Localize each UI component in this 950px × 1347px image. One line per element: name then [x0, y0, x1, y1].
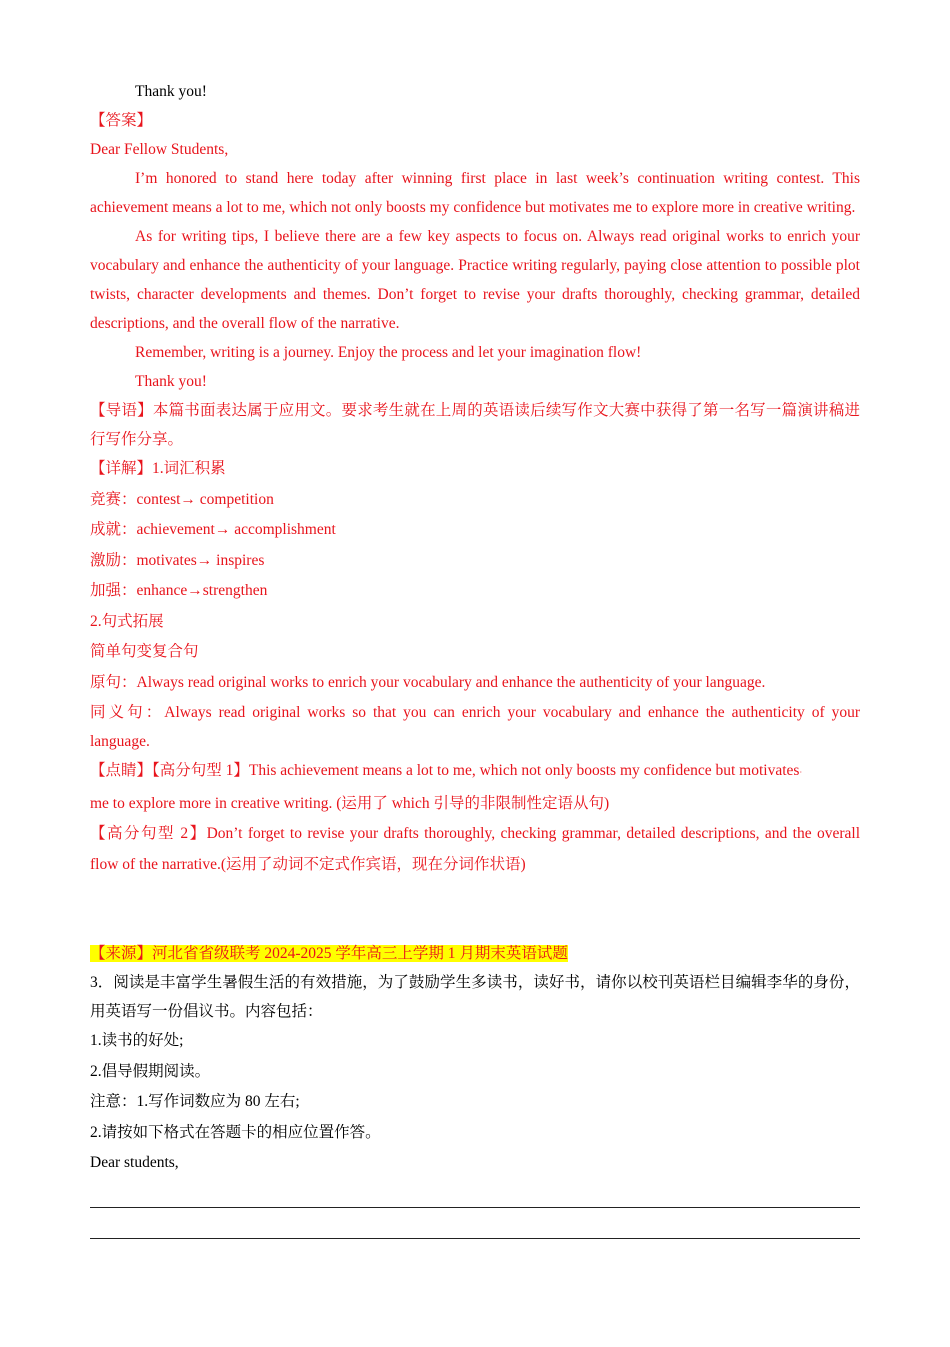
previous-closing: Thank you!: [135, 83, 207, 100]
sentence-subheading: 简单句变复合句: [90, 643, 199, 660]
essay-paragraph-2: As for writing tips, I believe there are a few key aspects to focus on. Always read original works to enrich your vocabulary and enhance the authenticity of your language. Practice writing regularly, paying close attention to possible plot twists, character developments and themes. Don’t forget to revise your drafts thoroughly, checking grammar, detailed descriptions, and the overall flow of the narrative.: [90, 228, 860, 332]
guide-section: 【导语】本篇书面表达属于应用文。要求考生就在上周的英语读后续写作文大赛中获得了第一名写一篇演讲稿进行写作分享。: [90, 402, 860, 448]
essay-paragraph-3: Remember, writing is a journey. Enjoy the process and let your imagination flow!: [135, 344, 642, 361]
highlight-sentence-1-text: 【点睛】【高分句型 1】This achievement means a lot to me, which not only boosts my confidence but motivates: [90, 762, 800, 779]
vocab-item: 成就：achievement→ accomplishment: [90, 521, 336, 538]
sentence-heading: 2.句式拓展: [90, 612, 164, 630]
vocab-item: 加强：enhance→strengthen: [90, 582, 268, 599]
question-salutation: Dear students,: [90, 1154, 179, 1171]
essay-salutation: Dear Fellow Students,: [90, 141, 229, 158]
vocab-item: 竞赛：contest→ competition: [90, 490, 274, 508]
essay-paragraph-1: I’m honored to stand here today after winning first place in last week’s continuation writing contest. This achievement means a lot to me, which not only boosts my confidence but motivates me to explore more in creative writing.: [90, 170, 860, 216]
source-highlight: 【来源】河北省省级联考 2024-2025 学年高三上学期 1 月期末英语试题: [90, 945, 568, 962]
highlight-sentence-1-cont: me to explore more in creative writing. (运用了 which 引导的非限制性定语从句): [90, 794, 610, 812]
question-3: 3．阅读是丰富学生暑假生活的有效措施，为了鼓励学生多读书，读好书，请你以校刊英语栏目编辑李华的身份，用英语写一份倡议书。内容包括：: [90, 974, 860, 1020]
highlight-sentence-2: 【高分句型 2】Don’t forget to revise your drafts thoroughly, checking grammar, detailed descriptions, and the overall flow of the narrative.(运用了动词不定式作宾语，现在分词作状语): [90, 825, 860, 873]
note-2: 2.请按如下格式在答题卡的相应位置作答。: [90, 1123, 381, 1141]
section-spacer: [90, 880, 860, 939]
answer-blank-line[interactable]: [90, 1208, 860, 1239]
vocab-item: 激励：motivates→ inspires: [90, 551, 265, 569]
original-sentence: 原句：Always read original works to enrich your vocabulary and enhance the authenticity of your language.: [90, 673, 766, 691]
requirement-2: 2.倡导假期阅读。: [90, 1062, 211, 1080]
document-content: [90, 77, 860, 1239]
note-1: 注意：1.写作词数应为 80 左右;: [90, 1093, 300, 1110]
synonym-sentence: 同义句：Always read original works so that you can enrich your vocabulary and enhance the authenticity of your language.: [90, 704, 860, 750]
answer-blank-line[interactable]: [90, 1177, 860, 1208]
requirement-1: 1.读书的好处;: [90, 1032, 184, 1049]
highlight-sentence-1: [90, 756, 860, 789]
highlight-mark: ·: [799, 768, 803, 777]
essay-closing: Thank you!: [135, 373, 207, 390]
detail-heading: 【详解】1.词汇积累: [90, 460, 226, 477]
source-line: [90, 939, 860, 968]
answer-tag: 【答案】: [90, 112, 153, 129]
